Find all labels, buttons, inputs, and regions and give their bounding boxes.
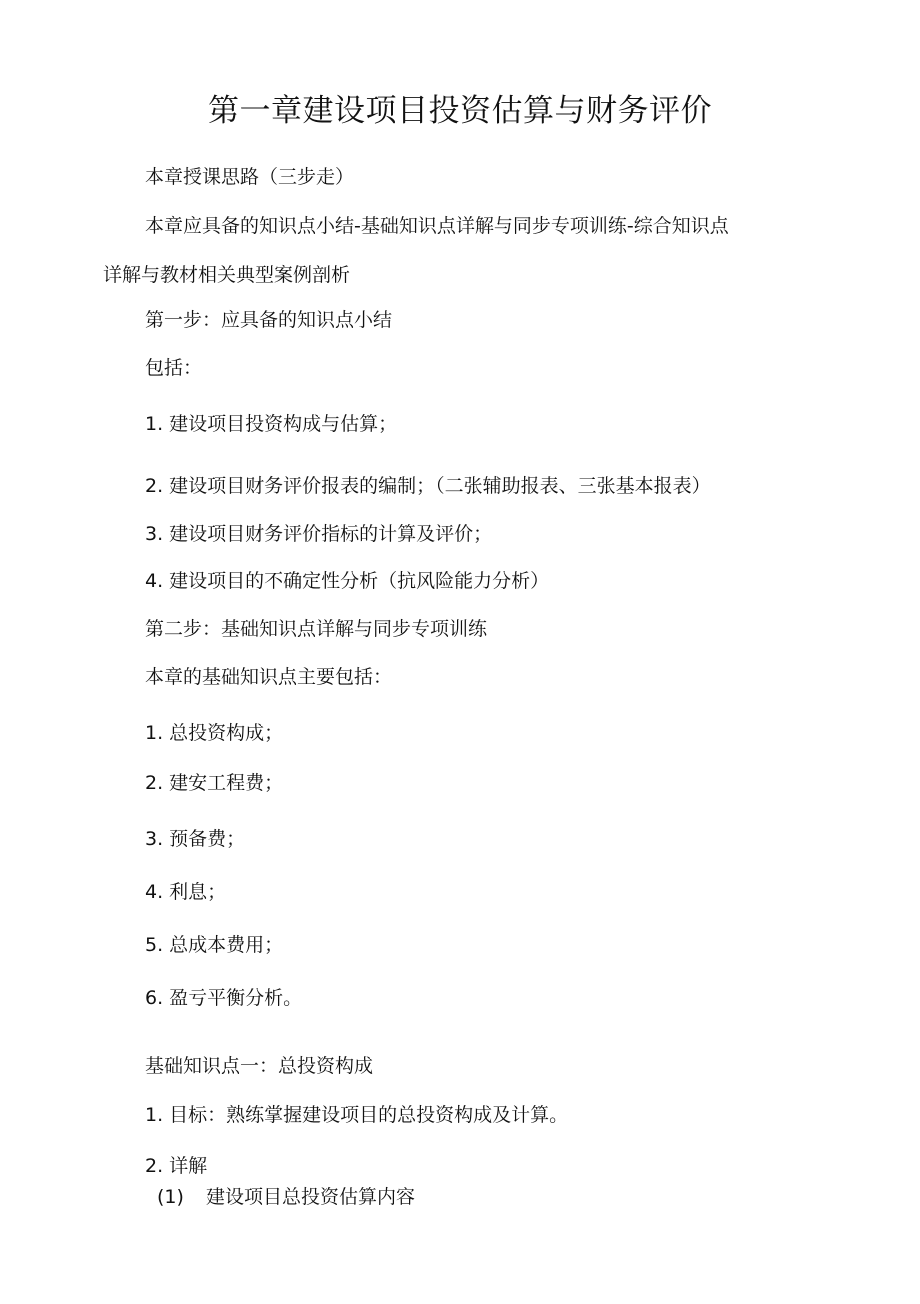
step1-includes: 包括： bbox=[145, 357, 203, 379]
step2-item: 4. 利息； bbox=[145, 881, 227, 903]
step2-heading: 第二步：基础知识点详解与同步专项训练 bbox=[145, 618, 488, 640]
step2-item: 6. 盈亏平衡分析。 bbox=[145, 987, 303, 1009]
knowledge-point-goal: 1. 目标：熟练掌握建设项目的总投资构成及计算。 bbox=[145, 1104, 569, 1126]
step1-item: 2. 建设项目财务评价报表的编制；（二张辅助报表、三张基本报表） bbox=[145, 475, 711, 497]
intro-heading: 本章授课思路（三步走） bbox=[145, 166, 355, 188]
knowledge-point-detail: 2. 详解 bbox=[145, 1155, 208, 1177]
step1-heading: 第一步：应具备的知识点小结 bbox=[145, 309, 393, 331]
step1-item: 3. 建设项目财务评价指标的计算及评价； bbox=[145, 523, 493, 545]
intro-paragraph: 本章应具备的知识点小结-基础知识点详解与同步专项训练-综合知识点详解与教材相关典型案例剖析 bbox=[103, 215, 729, 286]
step2-item: 3. 预备费； bbox=[145, 828, 246, 850]
knowledge-point-heading: 基础知识点一：总投资构成 bbox=[145, 1055, 374, 1077]
step2-intro: 本章的基础知识点主要包括： bbox=[145, 666, 393, 688]
step2-item: 2. 建安工程费； bbox=[145, 772, 284, 794]
step2-item: 1. 总投资构成； bbox=[145, 722, 284, 744]
subitem-number: (1) bbox=[157, 1186, 184, 1208]
step1-item: 4. 建设项目的不确定性分析（抗风险能力分析） bbox=[145, 570, 550, 592]
chapter-title: 第一章建设项目投资估算与财务评价 bbox=[208, 93, 712, 129]
step1-item: 1. 建设项目投资构成与估算； bbox=[145, 413, 398, 435]
detail-subitem bbox=[157, 1184, 415, 1210]
subitem-text: 建设项目总投资估算内容 bbox=[206, 1186, 416, 1208]
step2-item: 5. 总成本费用； bbox=[145, 934, 284, 956]
